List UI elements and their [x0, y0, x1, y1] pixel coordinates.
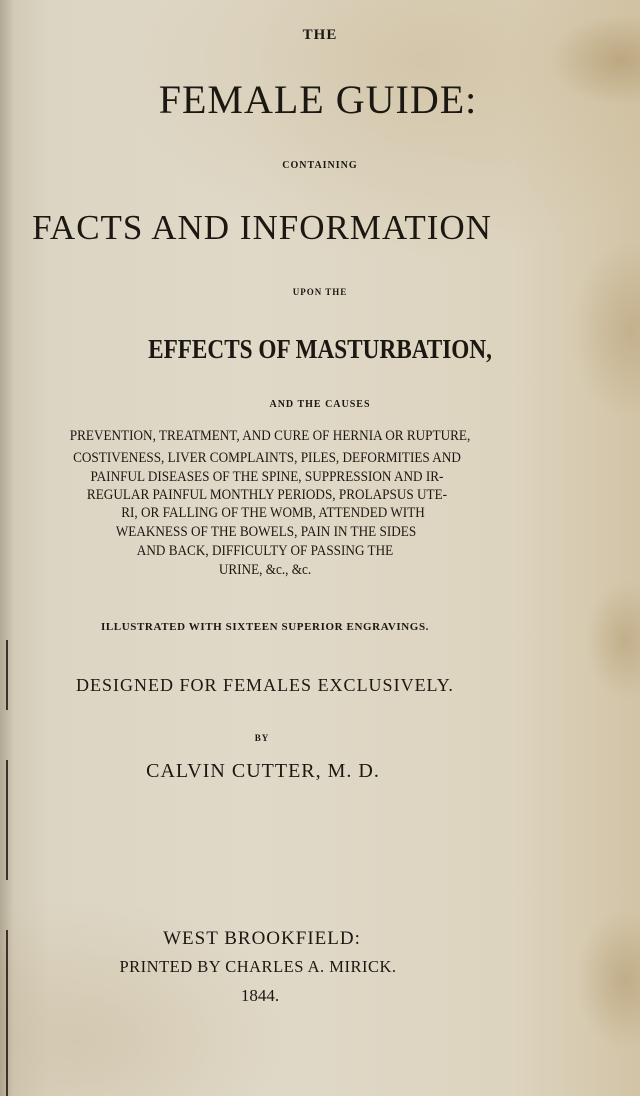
- description-line-3: PAINFUL DISEASES OF THE SPINE, SUPPRESSION AND IR-: [90, 469, 444, 485]
- upon-the-label: UPON THE: [292, 287, 348, 297]
- imprint-year: 1844.: [240, 986, 280, 1005]
- description-line-6: WEAKNESS OF THE BOWELS, PAIN IN THE SIDES: [115, 524, 417, 540]
- imprint-printer: PRINTED BY CHARLES A. MIRICK.: [119, 957, 397, 976]
- illustrated-note: ILLUSTRATED WITH SIXTEEN SUPERIOR ENGRAVINGS.: [100, 621, 430, 633]
- main-title: FEMALE GUIDE:: [158, 77, 478, 122]
- author-name: CALVIN CUTTER, M. D.: [146, 760, 380, 782]
- description-line-4: REGULAR PAINFUL MONTHLY PERIODS, PROLAPSUS UTE-: [86, 487, 448, 503]
- description-line-7: AND BACK, DIFFICULTY OF PASSING THE: [136, 543, 394, 559]
- effects-heading: EFFECTS OF MASTURBATION,: [148, 334, 492, 364]
- title-the: THE: [302, 27, 338, 43]
- description-line-8: URINE, &c., &c.: [218, 562, 312, 578]
- subtitle: FACTS AND INFORMATION: [32, 208, 492, 247]
- description-line-5: RI, OR FALLING OF THE WOMB, ATTENDED WITH: [121, 505, 425, 521]
- by-label: BY: [254, 733, 270, 743]
- and-the-causes-label: AND THE CAUSES: [269, 399, 371, 410]
- description-line-2: COSTIVENESS, LIVER COMPLAINTS, PILES, DEFORMITIES AND: [73, 450, 461, 466]
- imprint-place: WEST BROOKFIELD:: [163, 928, 361, 949]
- containing-label: CONTAINING: [282, 160, 358, 171]
- description-line-1: PREVENTION, TREATMENT, AND CURE OF HERNIA OR RUPTURE,: [69, 428, 471, 444]
- designed-for: DESIGNED FOR FEMALES EXCLUSIVELY.: [76, 675, 454, 695]
- binding-line: [6, 930, 8, 1096]
